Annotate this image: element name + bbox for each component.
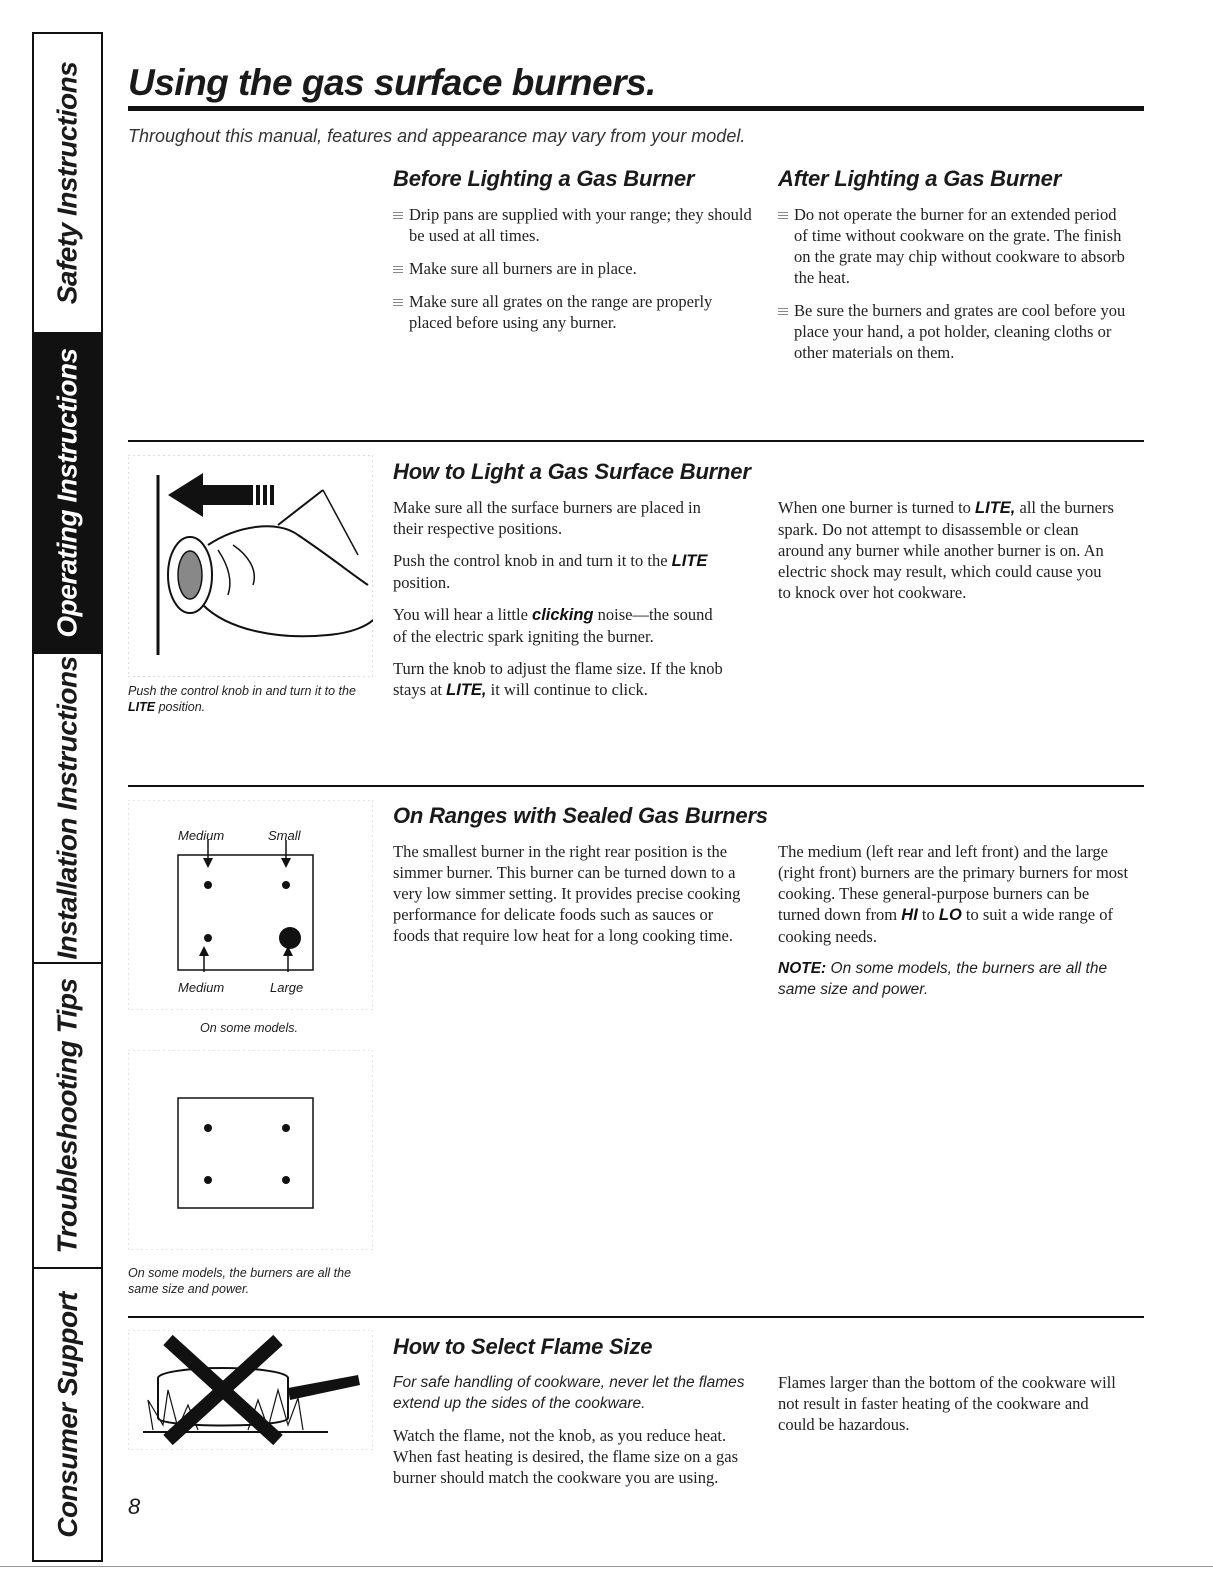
section-divider xyxy=(128,785,1144,787)
list-item: Make sure all burners are in place. xyxy=(393,258,753,279)
tab-installation-instructions[interactable] xyxy=(34,654,101,964)
tab-label: Operating Instructions xyxy=(51,348,83,638)
tab-label: Consumer Support xyxy=(51,1291,83,1538)
tab-label: Troubleshooting Tips xyxy=(51,977,83,1254)
tab-safety-instructions[interactable] xyxy=(34,34,101,334)
equal-burners-diagram xyxy=(128,1050,373,1250)
page-subtitle: Throughout this manual, features and appearance may vary from your model. xyxy=(128,126,746,146)
tab-operating-instructions[interactable] xyxy=(34,334,101,654)
paragraph: Turn the knob to adjust the flame size. If the knob stays at LITE, it will continue to click. xyxy=(393,659,723,699)
page-title: Using the gas surface burners. xyxy=(128,62,656,103)
paragraph: Push the control knob in and turn it to the LITE position. xyxy=(393,551,708,592)
knob-illustration xyxy=(128,455,373,677)
bullet-icon xyxy=(393,210,403,219)
burner-layout-diagram xyxy=(128,800,373,1010)
section-divider xyxy=(128,1316,1144,1318)
paragraph: Make sure all the surface burners are placed in their respective positions. xyxy=(393,498,701,538)
label-small-rear: Small xyxy=(268,828,301,843)
bullet-icon xyxy=(778,306,788,315)
warning-text: For safe handling of cookware, never let the flames extend up the sides of the cookware. xyxy=(393,1374,745,1412)
bullet-icon xyxy=(393,264,403,273)
flame-size-left xyxy=(393,1372,748,1499)
equal-burners-caption: On some models, the burners are all the same size and power. xyxy=(128,1266,352,1296)
title-rule xyxy=(128,106,1144,111)
paragraph: The smallest burner in the right rear position is the simmer burner. This burner can be turned down to a very low simmer setting. It provides precise cooking performance for delicate foods such as sauces or foods that require low heat for a long cooking time. xyxy=(393,842,741,945)
list-item: Drip pans are supplied with your range; they should be used at all times. xyxy=(393,204,753,246)
how-to-light-left xyxy=(393,497,723,712)
after-lighting-list xyxy=(778,204,1133,375)
bullet-icon xyxy=(393,297,403,306)
note: NOTE: On some models, the burners are all the same size and power. xyxy=(778,960,1108,998)
tab-troubleshooting-tips[interactable] xyxy=(34,964,101,1269)
page-number: 8 xyxy=(128,1494,141,1519)
label-medium-front: Medium xyxy=(178,980,225,995)
flame-warning-illustration xyxy=(128,1330,373,1450)
page-edge-line xyxy=(0,1566,1213,1567)
section-tabs xyxy=(32,32,103,1562)
paragraph: You will hear a little clicking noise—the sound of the electric spark igniting the burner. xyxy=(393,605,713,646)
paragraph: When one burner is turned to LITE, all the burners spark. Do not attempt to disassemble or clean around any burner while another burner is on. An electric shock may result, which could cause you to knock over hot cookware. xyxy=(778,498,1114,602)
bullet-icon xyxy=(778,210,788,219)
list-item: Do not operate the burner for an extended period of time without cookware on the grate. The finish on the grate may chip without cookware to absorb the heat. xyxy=(778,204,1133,288)
after-lighting-heading: After Lighting a Gas Burner xyxy=(778,166,1062,191)
how-to-light-heading: How to Light a Gas Surface Burner xyxy=(393,459,751,484)
list-item: Make sure all grates on the range are properly placed before using any burner. xyxy=(393,291,753,333)
sealed-burners-left xyxy=(393,841,748,957)
paragraph: The medium (left rear and left front) and the large (right front) burners are the primary burners for most cooking. These general-purpose burners can be turned down from HI to LO to suit a wide range of cooking needs. xyxy=(778,842,1129,946)
how-to-light-right xyxy=(778,497,1118,614)
sealed-burners-heading: On Ranges with Sealed Gas Burners xyxy=(393,803,768,828)
before-lighting-list xyxy=(393,204,753,345)
label-large-front: Large xyxy=(270,980,304,995)
tab-consumer-support[interactable] xyxy=(34,1269,101,1560)
flame-size-right xyxy=(778,1372,1128,1446)
label-medium-rear: Medium xyxy=(178,828,225,843)
knob-caption: Push the control knob in and turn it to the LITE position. xyxy=(128,684,356,714)
tab-label: Safety Instructions xyxy=(51,61,83,305)
before-lighting-heading: Before Lighting a Gas Burner xyxy=(393,166,695,191)
section-divider xyxy=(128,440,1144,442)
paragraph: Flames larger than the bottom of the cookware will not result in faster heating of the cookware and could be hazardous. xyxy=(778,1373,1116,1434)
sealed-burners-right xyxy=(778,841,1133,1011)
flame-size-heading: How to Select Flame Size xyxy=(393,1334,653,1359)
list-item: Be sure the burners and grates are cool before you place your hand, a pot holder, cleaning cloths or other materials on them. xyxy=(778,300,1133,363)
diagram-caption: On some models. xyxy=(200,1021,298,1035)
paragraph: Watch the flame, not the knob, as you reduce heat. When fast heating is desired, the flame size on a gas burner should match the cookware you are using. xyxy=(393,1426,739,1487)
tab-label: Installation Instructions xyxy=(51,656,83,960)
